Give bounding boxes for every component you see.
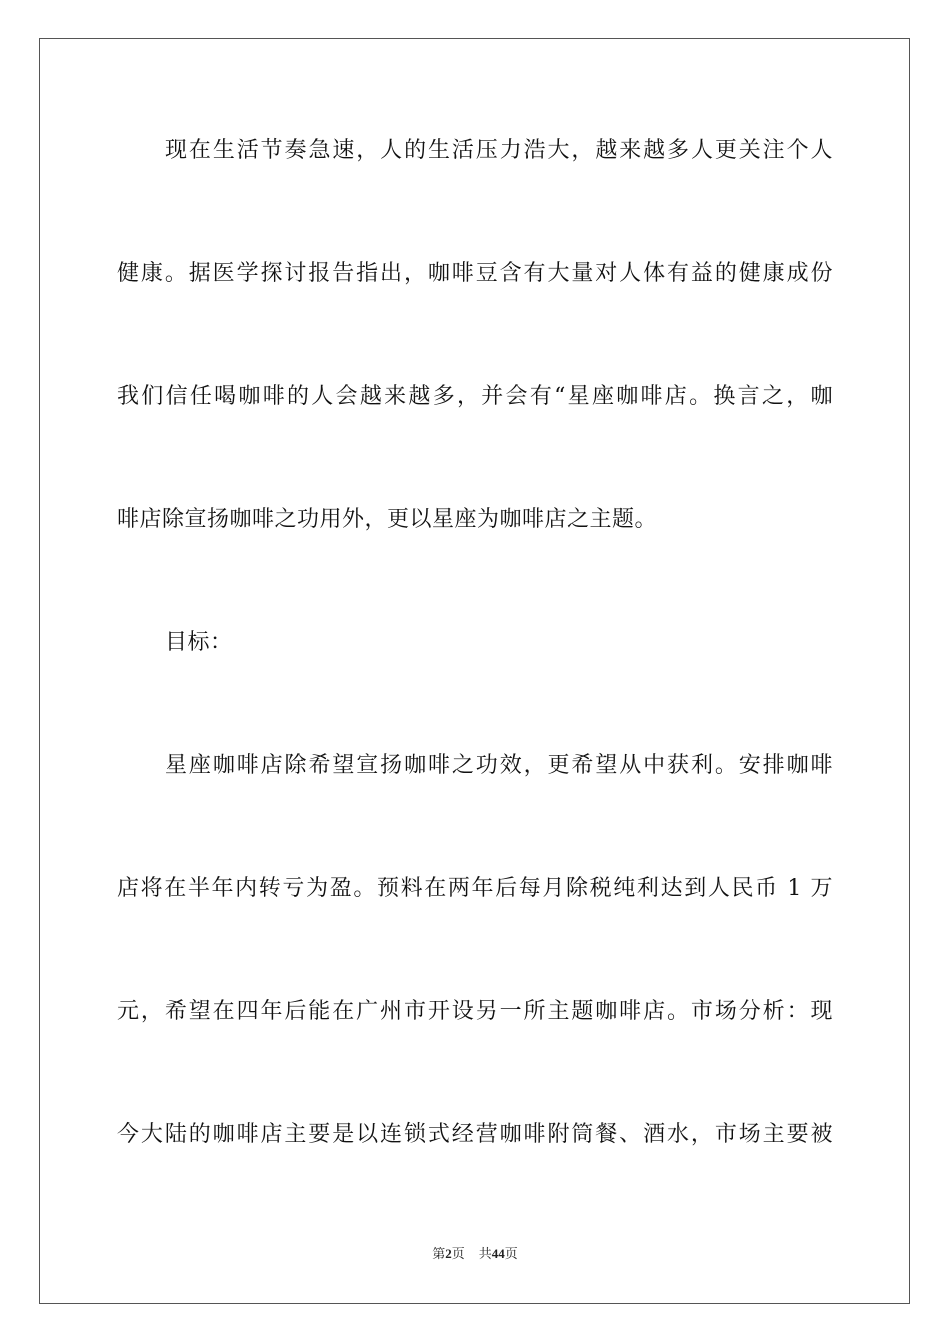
footer-page-number: 2	[445, 1246, 452, 1261]
footer-page-prefix: 第	[432, 1246, 446, 1261]
paragraph-line-7: 店将在半年内转亏为盈。预料在两年后每月除税纯利达到人民币 1 万	[117, 876, 833, 901]
paragraph-line-6: 星座咖啡店除希望宣扬咖啡之功效，更希望从中获利。安排咖啡	[165, 753, 833, 778]
paragraph-line-1: 现在生活节奏急速，人的生活压力浩大，越来越多人更关注个人	[165, 138, 833, 163]
paragraph-line-4: 啡店除宣扬咖啡之功用外，更以星座为咖啡店之主题。	[117, 507, 658, 532]
paragraph-line-2: 健康。据医学探讨报告指出，咖啡豆含有大量对人体有益的健康成份	[117, 261, 833, 286]
paragraph-line-3: 我们信任喝咖啡的人会越来越多，并会有“星座咖啡店。换言之，咖	[117, 384, 833, 409]
footer-page-unit: 页	[451, 1246, 465, 1261]
footer-total-unit: 页	[504, 1246, 518, 1261]
section-heading-goal: 目标：	[165, 630, 233, 655]
paragraph-line-9: 今大陆的咖啡店主要是以连锁式经营咖啡附筒餐、酒水，市场主要被	[117, 1122, 833, 1147]
footer-total-pages: 44	[491, 1246, 505, 1261]
footer-total-prefix: 共	[478, 1246, 492, 1261]
paragraph-line-8: 元，希望在四年后能在广州市开设另一所主题咖啡店。市场分析：现	[117, 999, 833, 1024]
page-border	[39, 38, 910, 1304]
page-footer	[0, 1245, 950, 1263]
